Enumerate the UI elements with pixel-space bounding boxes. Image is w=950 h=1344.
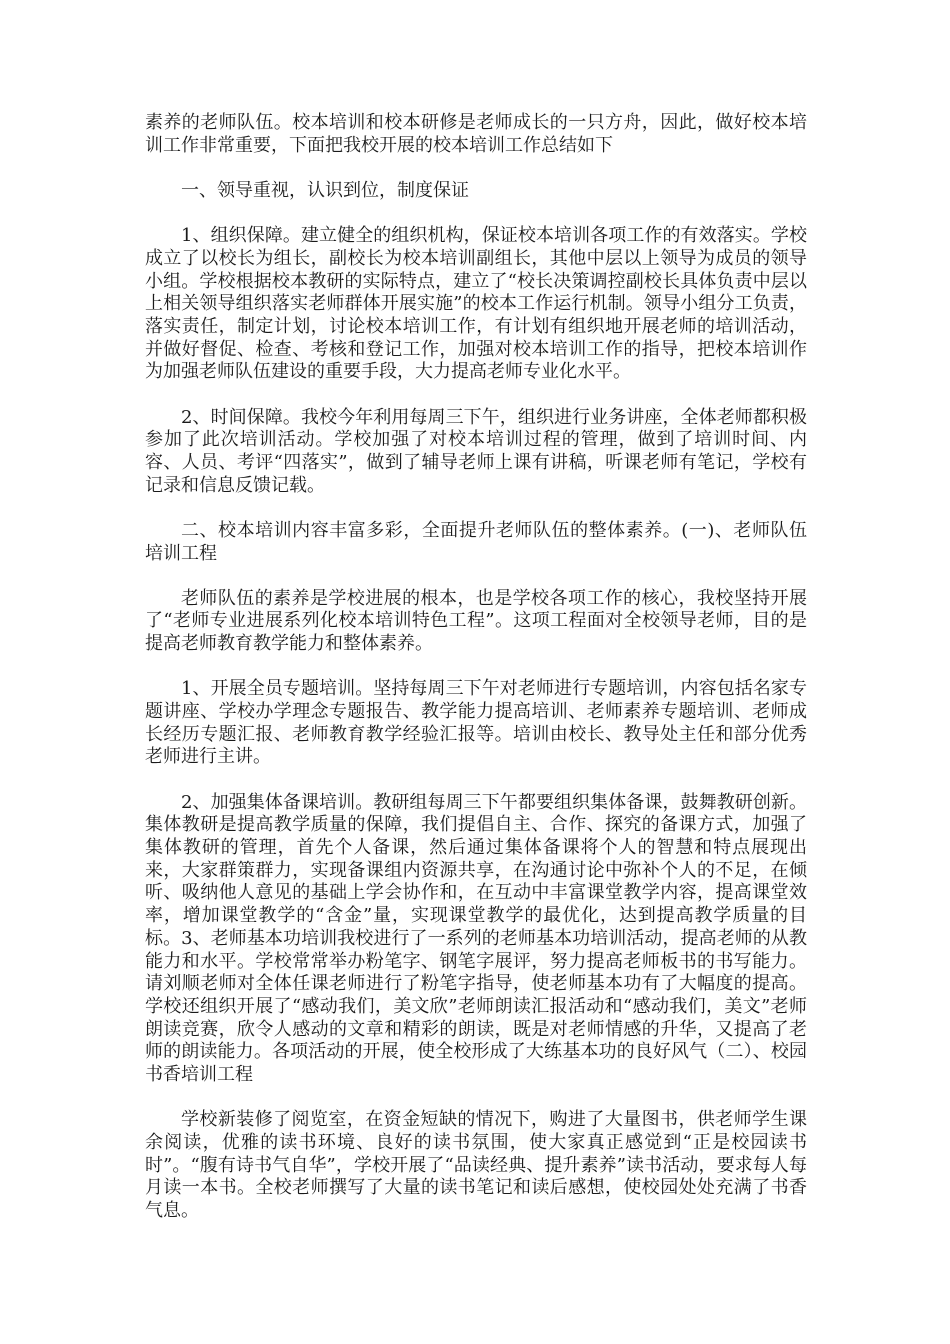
paragraph-teacher-quality: 老师队伍的素养是学校进展的根本，也是学校各项工作的核心，我校坚持开展了“老师专业进展系列化校本培训特色工程”。这项工程面对全校领导老师，目的是提高老师教育教学能力和整体素养。 bbox=[145, 587, 807, 655]
paragraph-reading-room: 学校新装修了阅览室，在资金短缺的情况下，购进了大量图书，供老师学生课余阅读，优雅的读书环境、良好的读书氛围，使大家真正感觉到“正是校园读书时”。“腹有诗书气自华”，学校开展了“品读经典、提升素养”读书活动，要求每人每月读一本书。全校老师撰写了大量的读书笔记和读后感想，使校园处处充满了书香气息。 bbox=[145, 1109, 807, 1222]
paragraph-collective-lesson-prep: 2、加强集体备课培训。教研组每周三下午都要组织集体备课，鼓舞教研创新。集体教研是提高教学质量的保障，我们提倡自主、合作、探究的备课方式，加强了集体教研的管理，首先个人备课，然后通过集体备课将个人的智慧和特点展现出来，大家群策群力，实现备课组内资源共享，在沟通讨论中弥补个人的不足，在倾听、吸纳他人意见的基础上学会协作和，在互动中丰富课堂教学内容，提高课堂效率，增加课堂教学的“含金”量，实现课堂教学的最优化，达到提高教学质量的目标。3、老师基本功培训我校进行了一系列的老师基本功培训活动，提高老师的从教能力和水平。学校常常举办粉笔字、钢笔字展评，努力提高老师板书的书写能力。请刘顺老师对全体任课老师进行了粉笔字指导，使老师基本功有了大幅度的提高。学校还组织开展了“感动我们，美文欣”老师朗读汇报活动和“感动我们，美文”老师朗读竞赛，欣令人感动的文章和精彩的朗读，既是对老师情感的升华，又提高了老师的朗读能力。各项活动的开展，使全校形成了大练基本功的良好风气（二）、校园书香培训工程 bbox=[145, 791, 807, 1086]
paragraph-topic-training: 1、开展全员专题培训。坚持每周三下午对老师进行专题培训，内容包括名家专题讲座、学校办学理念专题报告、教学能力提高培训、老师素养专题培训、老师成长经历专题汇报、老师教育教学经验汇报等。培训由校长、教导处主任和部分优秀老师进行主讲。 bbox=[145, 678, 807, 768]
section-heading-leadership: 一、领导重视，认识到位，制度保证 bbox=[181, 179, 469, 201]
paragraph-organization-guarantee: 1、组织保障。建立健全的组织机构，保证校本培训各项工作的有效落实。学校成立了以校长为组长，副校长为校本培训副组长，其他中层以上领导为成员的领导小组。学校根据校本教研的实际特点，建立了“校长决策调控副校长具体负责中层以上相关领导组织落实老师群体开展实施”的校本工作运行机制。领导小组分工负责，落实责任，制定计划，讨论校本培训工作，有计划有组织地开展老师的培训活动，并做好督促、检查、考核和登记工作，加强对校本培训工作的指导，把校本培训作为加强老师队伍建设的重要手段，大力提高老师专业化水平。 bbox=[145, 225, 807, 383]
intro-paragraph: 素养的老师队伍。校本培训和校本研修是老师成长的一只方舟，因此，做好校本培训工作非常重要，下面把我校开展的校本培训工作总结如下 bbox=[145, 112, 807, 156]
paragraph-time-guarantee: 2、时间保障。我校今年利用每周三下午，组织进行业务讲座，全体老师都积极参加了此次培训活动。学校加强了对校本培训过程的管理，做到了培训时间、内容、人员、考评“四落实”，做到了辅导老师上课有讲稿，听课老师有笔记，学校有记录和信息反馈记载。 bbox=[145, 406, 807, 496]
section-heading-training-content: 二、校本培训内容丰富多彩，全面提升老师队伍的整体素养。(一)、老师队伍培训工程 bbox=[145, 519, 807, 564]
document-page bbox=[145, 112, 807, 1245]
